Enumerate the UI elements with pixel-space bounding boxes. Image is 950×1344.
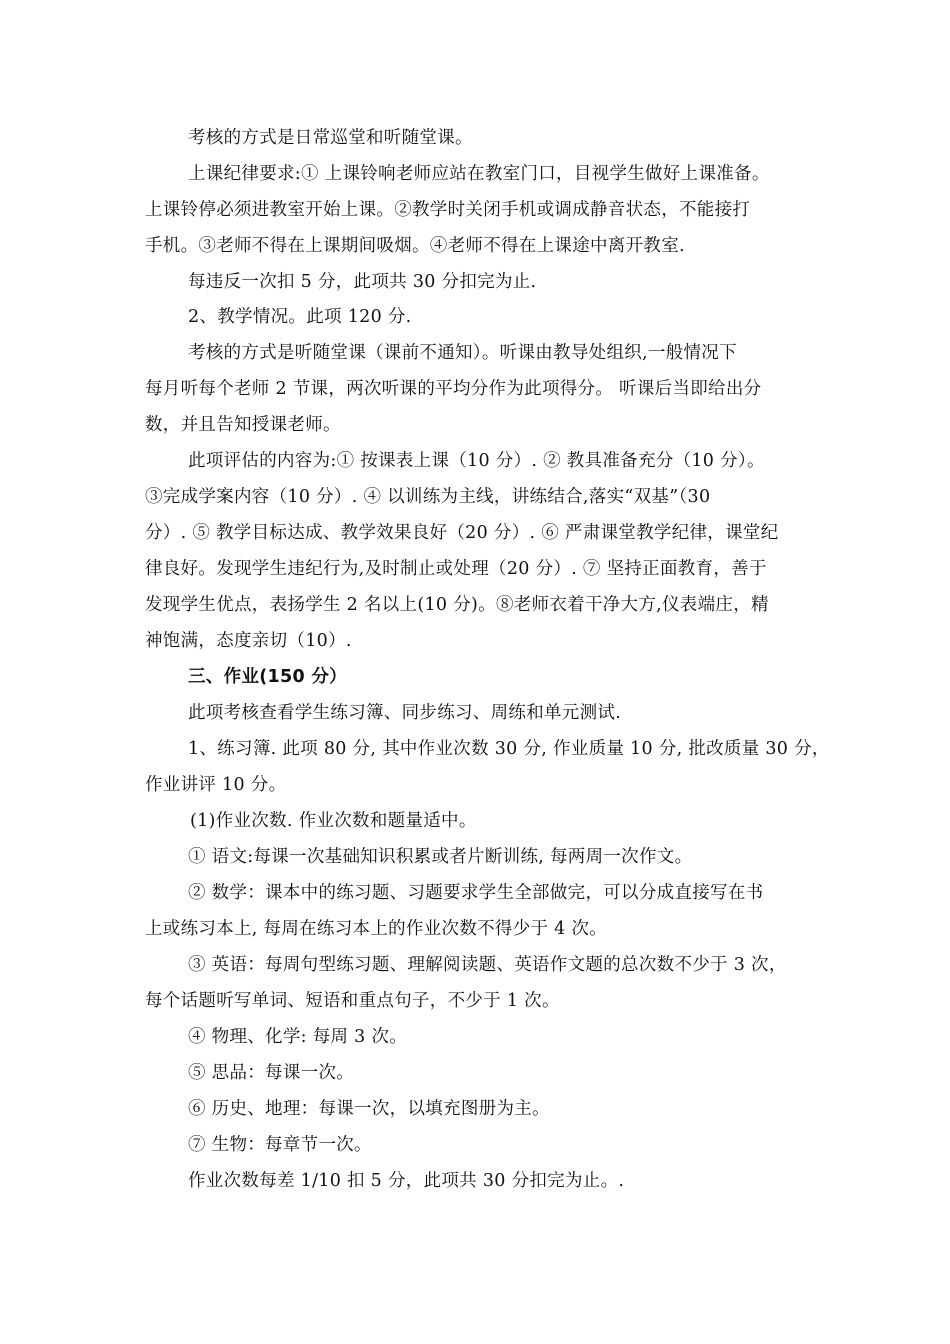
paragraph-line: 律良好。发现学生违纪行为,及时制止或处理（20 分）. ⑦ 坚持正面教育，善于 xyxy=(145,559,767,579)
paragraph-line: 考核的方式是日常巡堂和听随堂课。 xyxy=(188,128,473,148)
paragraph-line: 每违反一次扣 5 分，此项共 30 分扣完为止. xyxy=(188,272,537,292)
paragraph-line: ⑦ 生物：每章节一次。 xyxy=(188,1135,372,1155)
paragraph-line: 1、练习簿. 此项 80 分, 其中作业次数 30 分, 作业质量 10 分, 批改质量 30 分， xyxy=(188,739,830,759)
section-heading: 三、作业(150 分） xyxy=(188,667,347,687)
section-heading: 2、教学情况。此项 120 分. xyxy=(188,307,412,327)
paragraph-line: 作业讲评 10 分。 xyxy=(145,775,287,795)
paragraph-line: 神饱满，态度亲切（10）. xyxy=(145,631,352,651)
paragraph-line: ⑤ 思品：每课一次。 xyxy=(188,1063,355,1083)
paragraph-line: ③ 英语：每周句型练习题、理解阅读题、英语作文题的总次数不少于 3 次， xyxy=(188,955,787,975)
paragraph-line: ④ 物理、化学: 每周 3 次。 xyxy=(188,1027,408,1047)
paragraph-line: 作业次数每差 1/10 扣 5 分，此项共 30 分扣完为止。. xyxy=(188,1171,625,1191)
paragraph-line: 上课铃停必须进教室开始上课。②教学时关闭手机或调成静音状态，不能接打 xyxy=(145,200,751,220)
paragraph-line: ③完成学案内容（10 分）. ④ 以训练为主线，讲练结合,落实“双基”（30 xyxy=(145,487,711,507)
paragraph-line: 数，并且告知授课老师。 xyxy=(145,415,341,435)
paragraph-line: 上或练习本上, 每周在练习本上的作业次数不得少于 4 次。 xyxy=(145,919,608,939)
paragraph-line: 分）. ⑤ 教学目标达成、教学效果良好（20 分）. ⑥ 严肃课堂教学纪律，课堂纪 xyxy=(145,523,779,543)
paragraph-line: 考核的方式是听随堂课（课前不通知）。听课由教导处组织,一般情况下 xyxy=(188,343,737,363)
paragraph-line: 上课纪律要求:① 上课铃响老师应站在教室门口，目视学生做好上课准备。 xyxy=(188,164,770,184)
paragraph-line: 每个话题听写单词、短语和重点句子，不少于 1 次。 xyxy=(145,991,560,1011)
paragraph-line: 此项评估的内容为:① 按课表上课（10 分）. ② 教具准备充分（10 分）。 xyxy=(188,451,765,471)
paragraph-line: (1)作业次数. 作业次数和题量适中。 xyxy=(190,811,477,831)
paragraph-line: ① 语文:每课一次基础知识积累或者片断训练, 每两周一次作文。 xyxy=(188,847,693,867)
paragraph-line: ⑥ 历史、地理：每课一次，以填充图册为主。 xyxy=(188,1099,550,1119)
paragraph-line: 此项考核查看学生练习簿、同步练习、周练和单元测试. xyxy=(188,703,622,723)
paragraph-line: 发现学生优点，表扬学生 2 名以上(10 分)。⑧老师衣着干净大方,仪表端庄，精 xyxy=(145,595,769,615)
paragraph-line: 每月听每个老师 2 节课，两次听课的平均分作为此项得分。 听课后当即给出分 xyxy=(145,379,762,399)
paragraph-line: 手机。③老师不得在上课期间吸烟。④老师不得在上课途中离开教室. xyxy=(145,236,685,256)
paragraph-line: ② 数学：课本中的练习题、习题要求学生全部做完，可以分成直接写在书 xyxy=(188,883,764,903)
